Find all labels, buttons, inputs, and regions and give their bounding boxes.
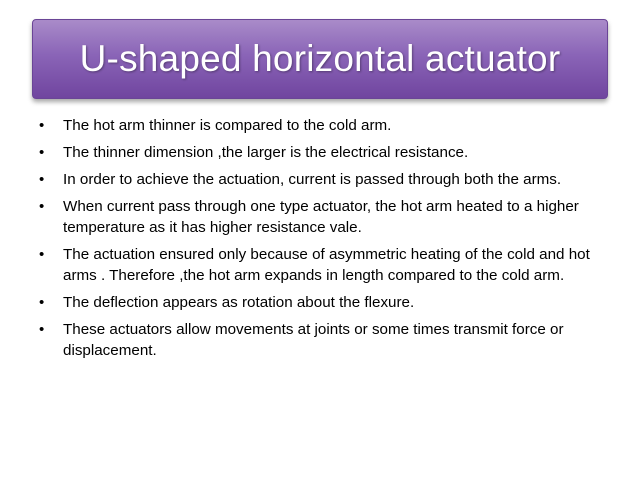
bullet-text: The thinner dimension ,the larger is the electrical resistance. [63,144,469,161]
title-banner [32,19,608,99]
bullet-dot-icon: • [39,246,45,263]
bullet-item [39,196,599,238]
bullet-text: The deflection appears as rotation about the flexure. [63,294,415,311]
bullet-dot-icon: • [39,144,45,161]
bullet-list [39,115,599,367]
bullet-item [39,244,599,286]
slide-title: U-shaped horizontal actuator [79,38,561,79]
bullet-item [39,142,599,163]
bullet-dot-icon: • [39,171,45,188]
bullet-dot-icon: • [39,294,45,311]
bullet-text: These actuators allow movements at joints or some times transmit force or displacement. [63,321,564,359]
bullet-text: The actuation ensured only because of asymmetric heating of the cold and hot arms . Therefore ,the hot arm expands in length compared to the cold arm. [63,246,590,284]
bullet-dot-icon: • [39,117,45,134]
bullet-text: The hot arm thinner is compared to the cold arm. [63,117,392,134]
bullet-item [39,115,599,136]
bullet-item [39,292,599,313]
bullet-dot-icon: • [39,198,45,215]
bullet-dot-icon: • [39,321,45,338]
bullet-item [39,319,599,361]
bullet-text: When current pass through one type actuator, the hot arm heated to a higher temperature as it has higher resistance vale. [63,198,579,236]
bullet-text: In order to achieve the actuation, current is passed through both the arms. [63,171,562,188]
bullet-item [39,169,599,190]
